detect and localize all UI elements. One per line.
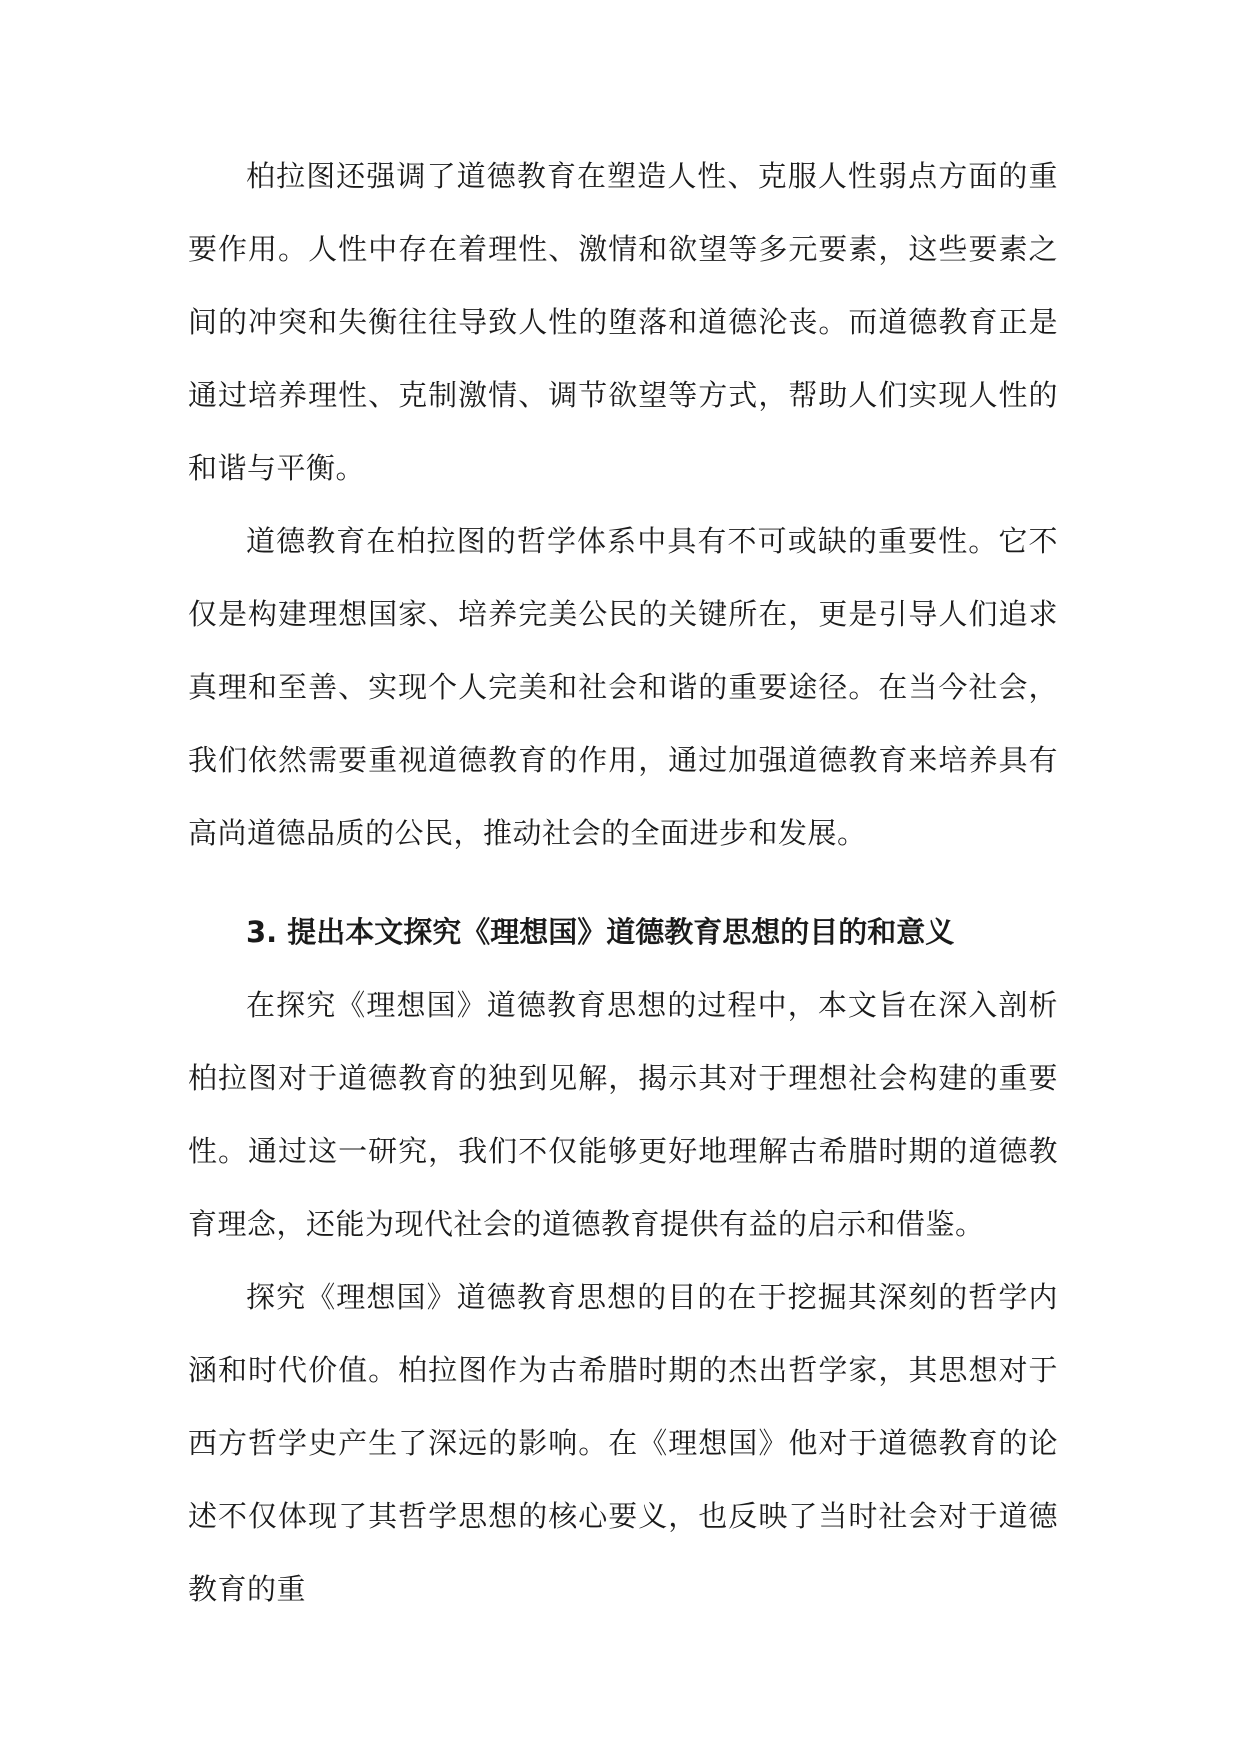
section-gap [188,870,1058,896]
paragraph-importance: 道德教育在柏拉图的哲学体系中具有不可或缺的重要性。它不仅是构建理想国家、培养完美公民的关键所在，更是引导人们追求真理和至善、实现个人完美和社会和谐的重要途径。在当今社会，我们依然需要重视道德教育的作用，通过加强道德教育来培养具有高尚道德品质的公民，推动社会的全面进步和发展。 [188,524,1058,850]
document-body [188,140,1058,1626]
paragraph-research-purpose: 探究《理想国》道德教育思想的目的在于挖掘其深刻的哲学内涵和时代价值。柏拉图作为古希腊时期的杰出哲学家，其思想对于西方哲学史产生了深远的影响。在《理想国》他对于道德教育的论述不仅体现了其哲学思想的核心要义，也反映了当时社会对于道德教育的重 [188,1280,1058,1606]
paragraph-human-nature: 柏拉图还强调了道德教育在塑造人性、克服人性弱点方面的重要作用。人性中存在着理性、激情和欲望等多元要素，这些要素之间的冲突和失衡往往导致人性的堕落和道德沦丧。而道德教育正是通过培养理性、克制激情、调节欲望等方式，帮助人们实现人性的和谐与平衡。 [188,159,1058,485]
section-heading: 3. 提出本文探究《理想国》道德教育思想的目的和意义 [246,915,955,949]
paragraph-research-aim: 在探究《理想国》道德教育思想的过程中，本文旨在深入剖析柏拉图对于道德教育的独到见解，揭示其对于理想社会构建的重要性。通过这一研究，我们不仅能够更好地理解古希腊时期的道德教育理念，还能为现代社会的道德教育提供有益的启示和借鉴。 [188,988,1058,1241]
